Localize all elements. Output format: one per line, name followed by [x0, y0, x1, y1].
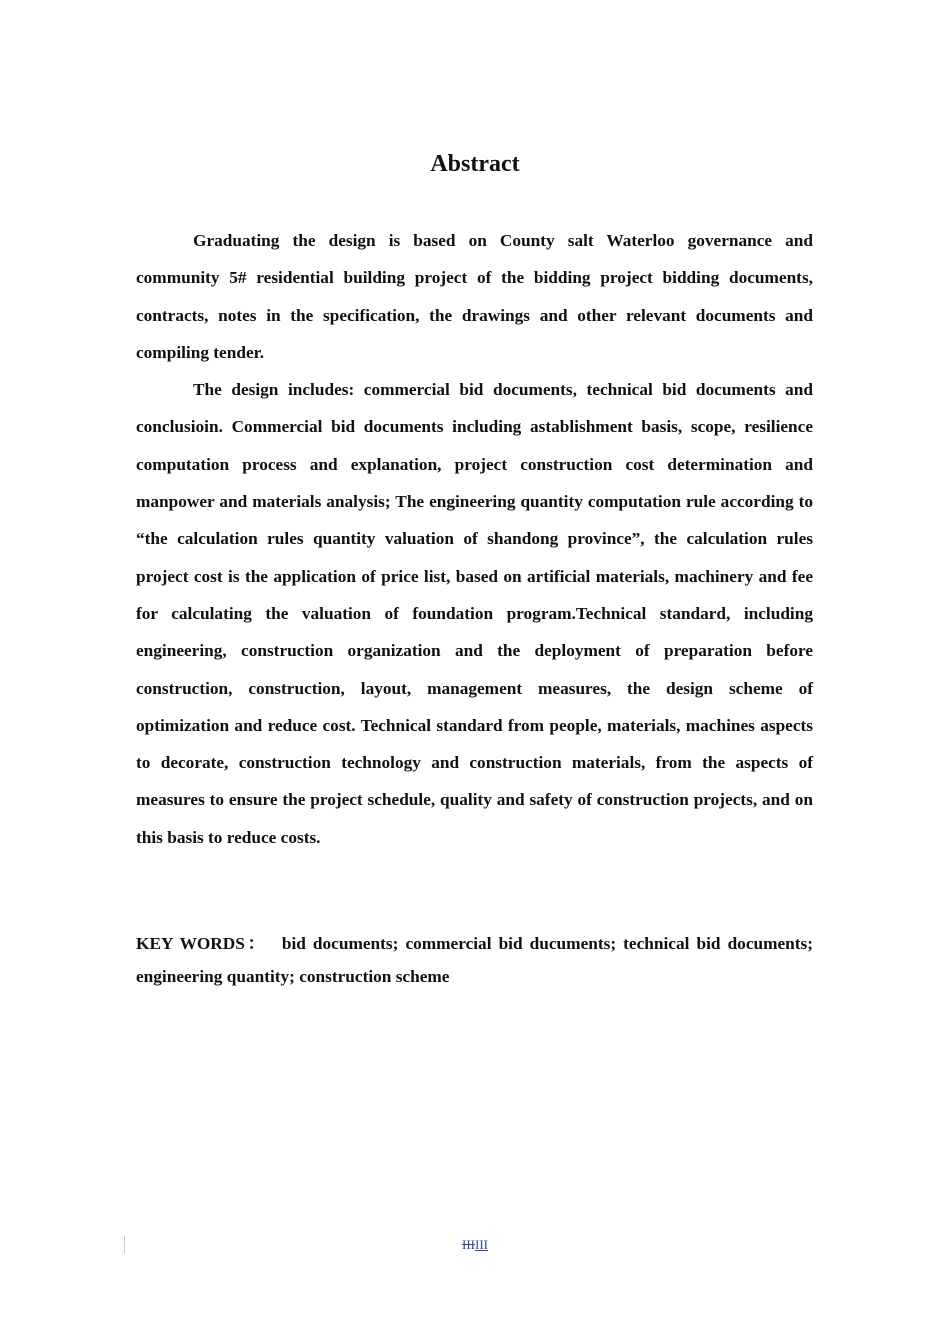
abstract-paragraph-1: Graduating the design is based on County salt Waterloo governance and community 5# residential building project of the bidding project bidding documents, contracts, notes in the specification, the drawings and other relevant documents and compiling tender. [136, 231, 813, 362]
keywords-line [136, 927, 813, 993]
page-number [0, 1236, 950, 1254]
abstract-paragraph-2: The design includes: commercial bid documents, technical bid documents and conclusioin. Commercial bid documents including astablishment basis, scope, resilience computation process and explanation, project construction cost determination and manpower and materials analysis; The engineering quantity computation rule according to “the calculation rules quantity valuation of shandong province”, the calculation rules project cost is the application of price list, based on artificial materials, machinery and fee for calculating the valuation of foundation program.Technical standard, including engineering, construction organization and the deployment of preparation before construction, construction, layout, management measures, the design scheme of optimization and reduce cost. Technical standard from people, materials, machines aspects to decorate, construction technology and construction materials, from the aspects of measures to ensure the project schedule, quality and safety of construction projects, and on this basis to reduce costs. [136, 380, 813, 847]
abstract-title: Abstract [430, 151, 520, 177]
abstract-body [136, 222, 813, 856]
page-number-inserted: III [475, 1237, 488, 1252]
page-number-deleted: III [462, 1237, 475, 1252]
keywords-label: KEY WORDS： [136, 934, 268, 953]
keywords-text: bid documents; commercial bid ducuments; technical bid documents; engineering quantity; construction scheme [136, 934, 814, 986]
